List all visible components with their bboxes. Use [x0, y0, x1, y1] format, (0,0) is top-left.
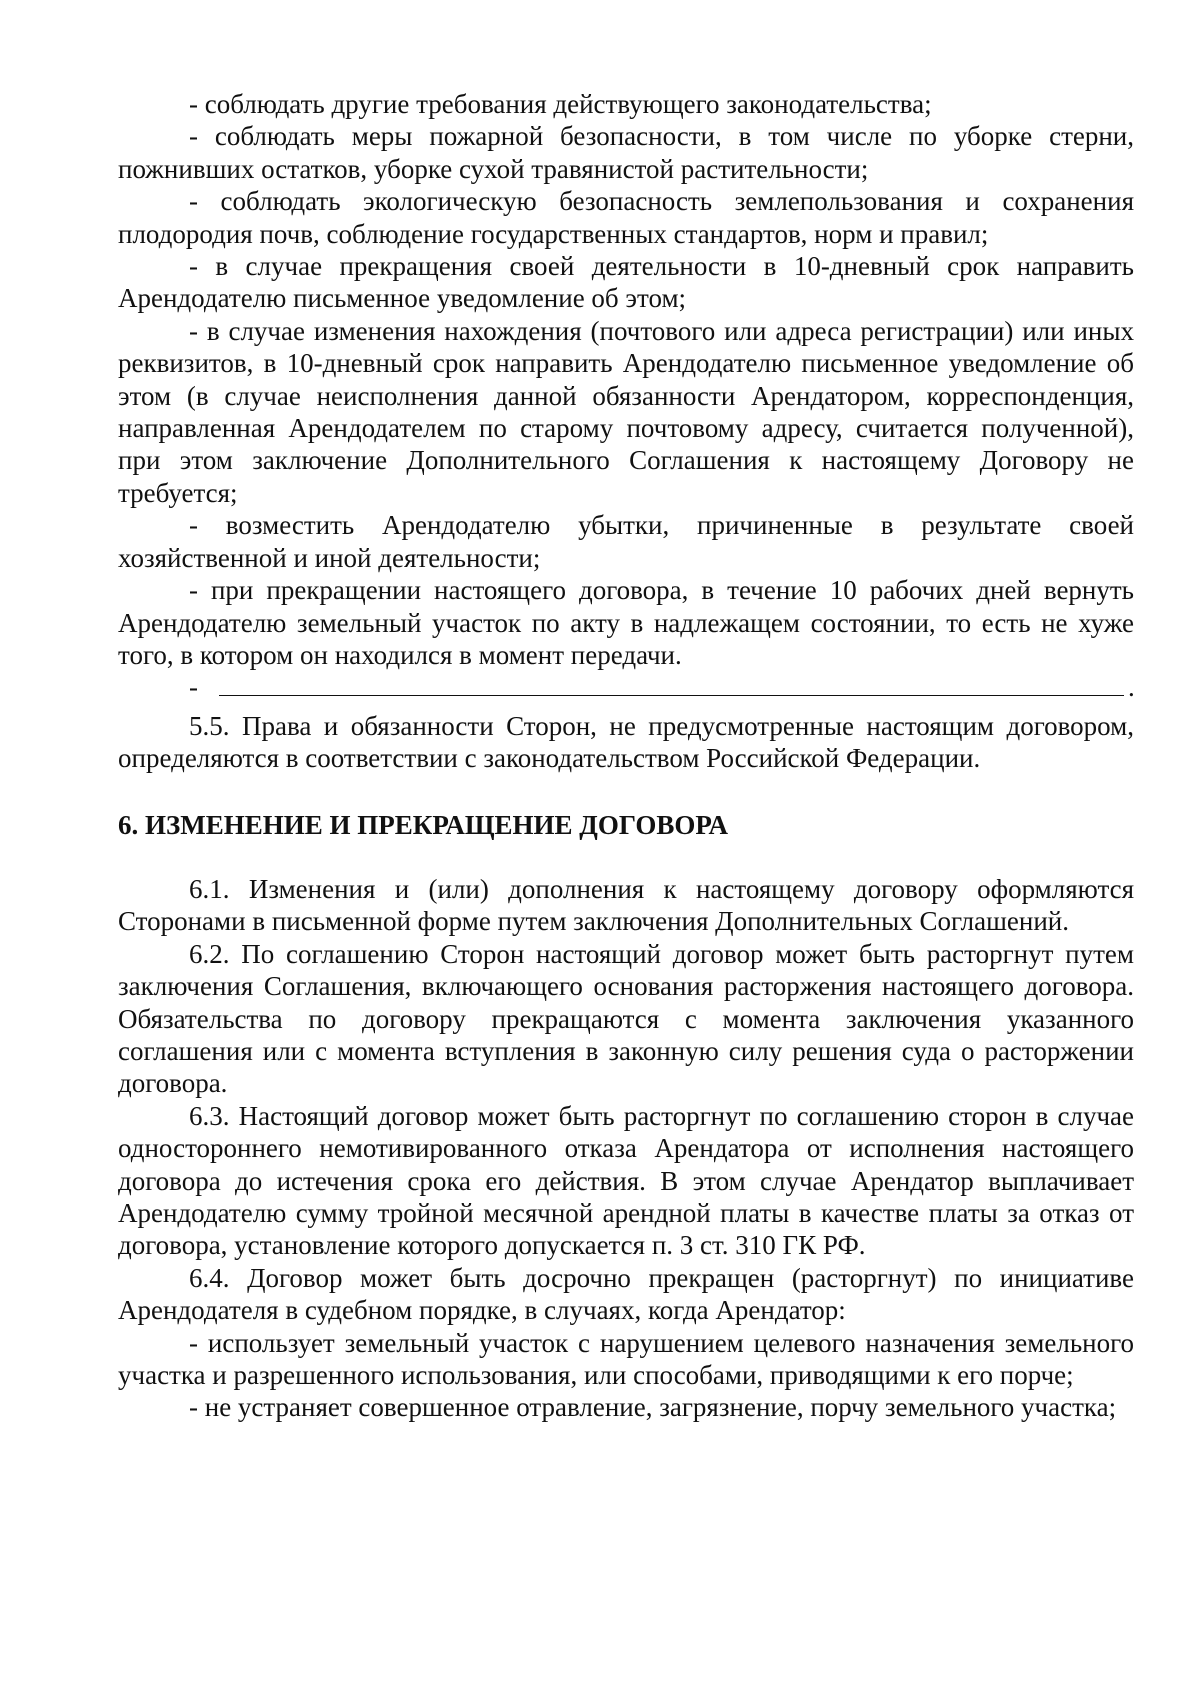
clause-6-3: 6.3. Настоящий договор может быть расторгнут по соглашению сторон в случае одностороннего немотивированного отказа Арендатора от исполнения настоящего договора до истечения срока его действия. В этом случае Арендатор выплачивает Арендодателю сумму тройной месячной арендной платы в качестве платы за отказ от договора, установление которого допускается п. 3 ст. 310 ГК РФ.	[118, 1100, 1134, 1261]
obligation-item: - при прекращении настоящего договора, в течение 10 рабочих дней вернуть Арендодателю земельный участок по акту в надлежащем состоянии, то есть не хуже того, в котором он находился в момент передачи.	[118, 575, 1134, 670]
obligation-item: - соблюдать меры пожарной безопасности, в том числе по уборке стерни, пожнивших остатков, уборке сухой травянистой растительности;	[118, 121, 1134, 184]
obligation-item: - возместить Арендодателю убытки, причиненные в результате своей хозяйственной и иной деятельности;	[118, 510, 1134, 573]
termination-item: - использует земельный участок с нарушением целевого назначения земельного участка и разрешенного использования, или способами, приводящими к его порче;	[118, 1327, 1134, 1391]
obligation-item: - соблюдать другие требования действующего законодательства;	[189, 89, 932, 119]
obligation-item: - соблюдать экологическую безопасность землепользования и сохранения плодородия почв, соблюдение государственных стандартов, норм и правил;	[118, 186, 1134, 249]
blank-underline	[219, 695, 1124, 696]
clause-5-5: 5.5. Права и обязанности Сторон, не предусмотренные настоящим договором, определяются в соответствии с законодательством Российской Федерации.	[118, 710, 1134, 774]
blank-line-dot: .	[1128, 672, 1135, 703]
section-6-heading: 6. ИЗМЕНЕНИЕ И ПРЕКРАЩЕНИЕ ДОГОВОРА	[118, 809, 728, 840]
clause-6-4: 6.4. Договор может быть досрочно прекращен (расторгнут) по инициативе Арендодателя в судебном порядке, в случаях, когда Арендатор:	[118, 1262, 1134, 1326]
termination-item: - не устраняет совершенное отравление, загрязнение, порчу земельного участка;	[189, 1392, 1117, 1423]
obligation-item: - в случае прекращения своей деятельности в 10-дневный срок направить Арендодателю письменное уведомление об этом;	[118, 251, 1134, 314]
document-page	[118, 88, 1134, 1424]
obligation-item: - в случае изменения нахождения (почтового или адреса регистрации) или иных реквизитов, в 10-дневный срок направить Арендодателю письменное уведомление об этом (в случае неисполнения данной обязанности Арендатором, корреспонденция, направленная Арендодателем по старому почтовому адресу, считается полученной), при этом заключение Дополнительного Соглашения к настоящему Договору не требуется;	[118, 315, 1134, 508]
clause-6-2: 6.2. По соглашению Сторон настоящий договор может быть расторгнут путем заключения Соглашения, включающего основания расторжения настоящего договора. Обязательства по договору прекращаются с момента заключения указанного соглашения или с момента вступления в законную силу решения суда о расторжении договора.	[118, 938, 1134, 1099]
blank-fill-line	[118, 671, 1134, 703]
clause-6-1: 6.1. Изменения и (или) дополнения к настоящему договору оформляются Сторонами в письменной форме путем заключения Дополнительных Соглашений.	[118, 873, 1134, 937]
blank-line-dash: -	[189, 672, 198, 703]
